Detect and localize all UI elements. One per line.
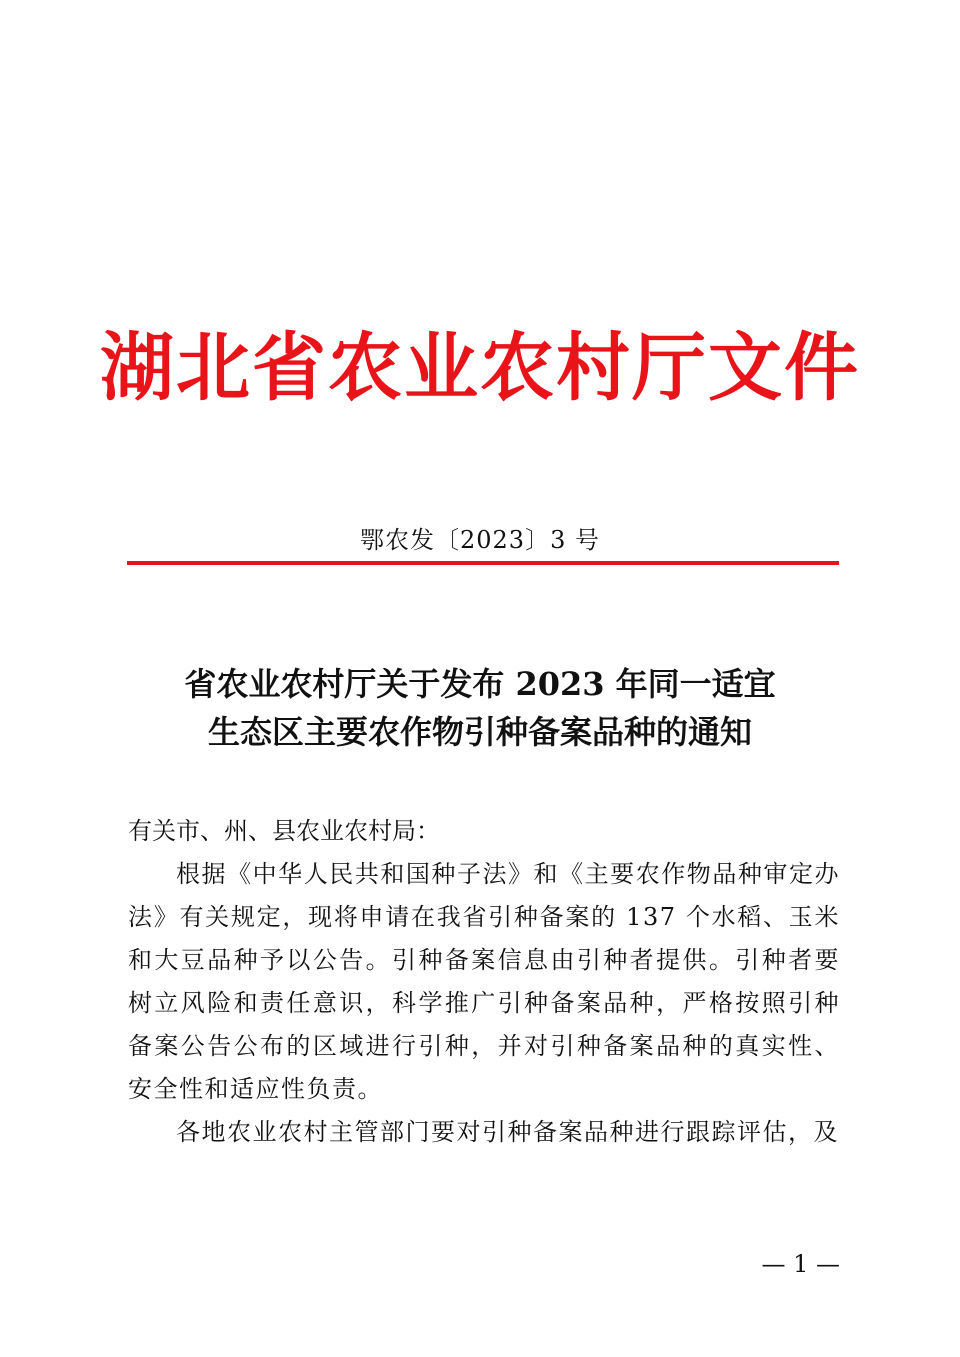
body-paragraph: 各地农业农村主管部门要对引种备案品种进行跟踪评估，及 bbox=[176, 1118, 839, 1146]
notice-title-line-2: 生态区主要农作物引种备案品种的通知 bbox=[207, 713, 752, 751]
document-masthead: 湖北省农业农村厅文件 bbox=[100, 325, 860, 411]
page-number: — 1 — bbox=[761, 1250, 840, 1278]
salutation: 有关市、州、县农业农村局： bbox=[128, 817, 440, 845]
notice-title bbox=[0, 660, 960, 756]
notice-title-line-1: 省农业农村厅关于发布 2023 年同一适宜 bbox=[184, 665, 776, 703]
notice-body bbox=[128, 810, 840, 1154]
body-paragraph: 根据《中华人民共和国种子法》和《主要农作物品种审定办法》有关规定，现将申请在我省引种备案的 137 个水稻、玉米和大豆品种予以公告。引种备案信息由引种者提供。引种者要树立风险和责任意识，科学推广引种备案品种，严格按照引种备案公告公布的区域进行引种，并对引种备案品种的真实性、安全性和适应性负责。 bbox=[128, 860, 840, 1103]
document-number: 鄂农发〔2023〕3 号 bbox=[360, 526, 600, 554]
red-divider-line bbox=[127, 561, 839, 565]
